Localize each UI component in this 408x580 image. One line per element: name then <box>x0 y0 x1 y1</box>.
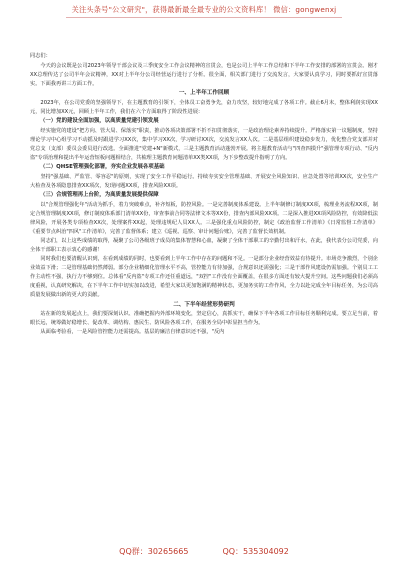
footer-contact <box>0 546 408 562</box>
paragraph: 从面临考验看，一是风险管控能力还需提高。基层的廉洁自律意识还不强，"反内 <box>40 329 225 336</box>
banner-text: 关注头条号"公文研究"，获得最新最全最专业的公文资料库！ 微信：gongwenxj <box>66 3 343 18</box>
paragraph: 同时我们也要清醒认识到，在看到成绩的同时，也要看到上半年工作中存在的问题和不足。一是部分企业经营效益有待提升。市场竞争激烈，个别企业效益下滑；二是管理基础仍然薄弱。部分企业精细化管理水平不高，管控能力有待加强，合规意识还需强化；三是干部作风建设仍需加强。个别员工工作主动性不强，执行力不够到位。总体看"反内盗"专项工作还任重道远，"双控"工作没有全面覆盖，在很多方面还有较大提升空间。这些问题我们必须高度重视，认真研究解决，在下半年工作中切实加以改进，希望大家以更加饱满的精神状态，更加务实的工作作风，全力以赴完成全年目标任务，为公司高质量发展做出新的更大的贡献。 <box>30 256 378 299</box>
qq-text: QQ：535304092 <box>222 547 289 556</box>
subsection-heading: （三）合规管理再上台阶，为高质量发展提供保障 <box>40 191 159 198</box>
qq-group-text: QQ群：30265665 <box>119 547 189 556</box>
paragraph: 站在新的发展起点上，我们要深刻认识、准确把握内外部环境变化，坚定信心，真抓实干，确保下半年各项工作目标任务顺利完成。要立足当前，着眼长远，统筹做好稳增长、促改革、调结构、惠民生、防风险各项工作，在服务全局中彰显担当作为。 <box>30 311 378 327</box>
paragraph: 同志们，以上这些成绩的取得，凝聚了公司各级班子成员的集体智慧和心血，凝聚了全体干部职工的辛勤付出和汗水，在此，我代表分公司党委，向全体干部职工表示衷心的感谢！ <box>30 237 378 253</box>
paragraph: 以"合规管理强化年"活动为抓手，着力突破难点，补齐短板，防控风险。一是完善制度体系建设。上半年制修订制度XX项，梳理业务流程XX项，制定合规管理制度XX项，修订制度体系部门清单XX份，审查事前合同等法律文本等XX份，排查内部风险XX项。二是深入推进XX项风险防控，有效降低法律风险，开展各类专项检查XX次，处理案件XX起，处理违规纪人员XX人。三是强化重点风险防控，制定《政治监督工作清单》《日常监督工作清单》《重要节点纠治"四风"工作清单》，完善了监督体系；建立《巡视、巡察、审计问题台账》，完善了监督长效机制。 <box>30 201 378 235</box>
paragraph: 2023年，在公司党委的坚强领导下，在主题教育的引领下，全体员工奋勇争先，奋力攻坚，较好地完成了各项工作。截止6月末，整体利润实现XX元，同比增加XX元，回顾上半年工作，我们在六个方面取得了阶段性进展： <box>30 99 378 116</box>
subsection-heading: （二）QHSE管理强化部署，夯实企业发展各项基础 <box>40 164 165 171</box>
paragraph: 经实施党的建设"把方向、管大局、保落实"职责，推动各项决策部署不折不扣贯彻落实，一是政治理论素养持续提升。严格落实第一议题制度，坚持理论学习中心组学习不动摇及时跟进学习XX次，集中学习XX次，学习研讨XX次，交流发言XX人次。二是基层组织建设稳步发力，优化整合党支部并对党总支（支部）委员会委员进行改选。全面推进"党建+N"新模式，三是主题教育活动蓬勃开展。将主题教育活动与"四查四摸升"强管理专项行动、"反内盗"专项治理和提出半年运营短板问题相结合，共梳理主题教育问题清单XX类XX项，为下步整改提升指明了方向。 <box>30 127 378 162</box>
header-banner <box>0 0 408 20</box>
section-heading: 二、下半年经营形势研判 <box>173 301 235 308</box>
salutation: 同志们： <box>30 53 51 59</box>
subsection-heading: （一）党的建设全面加强，以高质量党建引领发展 <box>40 118 159 125</box>
section-heading: 一、上半年工作回顾 <box>178 90 230 97</box>
paragraph: 坚持"强基础、严监管、零容忍"的原则，实现了安全工作平稳运行。持续夯实安全管理基础、开展安全风险知识、应急处置等培训XX次，安全生产大检查及各项隐患排查XX项次，发现问题XX项，排查风险XX项。 <box>30 173 378 189</box>
paragraph: 今天的会议既是公司2023年领导干部会议及三季度安全工作会议精神的宣贯会，也是公司上半年工作总结和下半年工作安排的部署的宣贯会。刚才XX总理传达了公司半年会议精神，XX对上半年分公司经营运行进行了分析。很全面，相关部门进行了交流发言，大家要认真学习，同时要抓好宣贯落实。下面我再讲三方面工作。 <box>30 63 378 88</box>
document-body <box>30 52 378 337</box>
